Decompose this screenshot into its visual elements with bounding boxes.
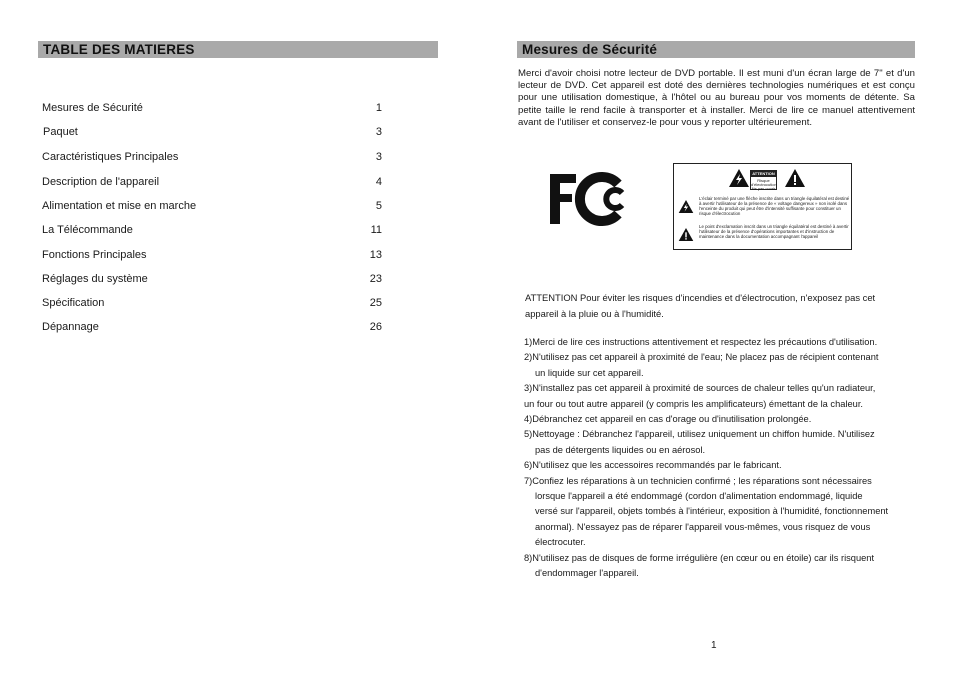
toc-entry xyxy=(42,224,382,238)
toc-entry-label: La Télécommande xyxy=(42,224,133,236)
toc-entry-page: 4 xyxy=(375,176,382,188)
toc-title: TABLE DES MATIERES xyxy=(38,41,438,58)
safety-item xyxy=(524,474,924,551)
safety-item-text: 3)N'installez pas cet appareil à proximité de sources de chaleur telles qu'un radiateur, xyxy=(524,383,876,394)
safety-item xyxy=(524,335,924,350)
lightning-warning-text: L'éclair terminé par une flèche inscrite dans un triangle équilatéral est destiné à avertir l'utilisateur de la présence de « voltage dangereux » non isolé dans l'enceinte du produit qui peut être d'intensité suffisante pour constituer un risque d'électrocution xyxy=(699,196,850,216)
safety-item xyxy=(524,551,924,582)
toc-entry-page: 23 xyxy=(369,273,382,285)
safety-item-continuation: anormal). N'essayez pas de réparer l'appareil vous-mêmes, vous risquez de vous xyxy=(535,521,871,532)
toc-entry xyxy=(42,176,382,190)
safety-intro: Merci d'avoir choisi notre lecteur de DVD portable. Il est muni d'un écran large de 7" et d'un lecteur de DVD. Cet appareil est doté des dernières technologies numériques et est conçu pour une utilisation domestique, à l'hôtel ou au bureau pour vos moments de détente. Sa petite taille le rend facile à transporter et à installer. Merci de lire ce manuel attentivement avant de l'utiliser et conservez-le pour vous y reporter ultérieurement. xyxy=(518,68,915,128)
safety-title: Mesures de Sécurité xyxy=(517,41,915,58)
toc-entry-page: 11 xyxy=(370,224,382,236)
warning-label xyxy=(673,163,852,250)
safety-item xyxy=(524,458,924,473)
toc-entry xyxy=(42,249,382,263)
safety-item xyxy=(524,350,924,381)
safety-list xyxy=(524,335,924,582)
toc-entry xyxy=(42,102,382,116)
toc-entry-page: 25 xyxy=(369,297,382,309)
toc-entry-label: Caractéristiques Principales xyxy=(42,151,179,163)
toc-entry-page: 5 xyxy=(375,200,382,212)
toc-entry-label: Alimentation et mise en marche xyxy=(42,200,197,212)
warning-header: ATTENTION xyxy=(752,171,775,176)
safety-item-text: 8)N'utilisez pas de disques de forme irrégulière (en cœur ou en étoile) car ils risquent xyxy=(524,552,875,563)
toc-entry-label: Mesures de Sécurité xyxy=(42,102,143,114)
toc-entry xyxy=(42,273,382,287)
safety-item-continuation: électrocuter. xyxy=(535,537,586,548)
safety-item-text: 5)Nettoyage : Débranchez l'appareil, utilisez uniquement un chiffon humide. N'utilisez xyxy=(524,429,875,440)
safety-item-continuation: pas de détergents liquides ou en aérosol. xyxy=(535,444,706,455)
exclamation-triangle-icon xyxy=(784,168,806,188)
toc-entry xyxy=(42,151,382,165)
fcc-logo xyxy=(548,170,630,228)
attention-paragraph xyxy=(525,290,920,322)
attention-line-2: appareil à la pluie ou à l'humidité. xyxy=(525,308,664,319)
toc-entry-label: Fonctions Principales xyxy=(42,249,147,261)
toc-entry-page: 3 xyxy=(375,126,382,138)
page-number: 1 xyxy=(711,640,717,651)
safety-item-continuation: d'endommager l'appareil. xyxy=(535,568,639,579)
toc-entry-label: Description de l'appareil xyxy=(42,176,160,188)
safety-item-text: un four ou tout autre appareil (y compris les amplificateurs) émettant de la chaleur. xyxy=(524,398,863,409)
toc-entry-label: Spécification xyxy=(42,297,105,309)
attention-line-1: ATTENTION Pour éviter les risques d'incendies et d'électrocution, n'exposez pas cet xyxy=(525,292,876,303)
safety-item-text: 2)N'utilisez pas cet appareil à proximité de l'eau; Ne placez pas de récipient contenant xyxy=(524,352,879,363)
warning-subheader: Risque d'électrocution Ne pas ouvrir xyxy=(751,178,777,191)
toc-entry xyxy=(42,321,382,335)
exclamation-icon xyxy=(678,227,694,242)
safety-item-text: 4)Débranchez cet appareil en cas d'orage ou d'inutilisation prolongée. xyxy=(524,414,812,425)
toc-entry-label: Dépannage xyxy=(42,321,99,333)
toc-entry-page: 26 xyxy=(369,321,382,333)
toc-entry-page: 13 xyxy=(369,249,382,261)
safety-item-text: 6)N'utilisez que les accessoires recommandés par le fabricant. xyxy=(524,460,782,471)
safety-item-text: 7)Confiez les réparations à un technicien confirmé ; les réparations sont nécessaires xyxy=(524,475,872,486)
toc-entry-page: 3 xyxy=(375,151,382,163)
safety-item xyxy=(524,397,924,412)
warning-attention-box xyxy=(750,170,777,190)
toc-entry-label: Paquet xyxy=(43,126,78,138)
safety-item xyxy=(524,427,924,458)
safety-item-text: 1)Merci de lire ces instructions attentivement et respectez les précautions d'utilisation. xyxy=(524,337,878,347)
safety-item xyxy=(524,381,924,396)
toc-entry xyxy=(42,126,382,140)
safety-item xyxy=(524,412,924,427)
exclamation-warning-text: Le point d'exclamation inscrit dans un triangle équilatéral est destiné à avertir l'utilisateur de la présence d'opérations importantes et d'instruction de maintenance dans la documentation accompagnant l'appareil xyxy=(699,224,849,239)
safety-item-continuation: un liquide sur cet appareil. xyxy=(535,367,644,378)
safety-item-continuation: versé sur l'appareil, objets tombés à l'intérieur, exposition à l'humidité, fonctionnement xyxy=(535,506,889,517)
toc-entry xyxy=(42,200,382,214)
lightning-triangle-icon xyxy=(728,168,750,188)
fcc-logo-text: FC xyxy=(548,170,550,171)
toc-entry-label: Réglages du système xyxy=(42,273,148,285)
safety-item-continuation: lorsque l'appareil a été endommagé (cordon d'alimentation endommagé, liquide xyxy=(535,491,863,502)
toc-entry xyxy=(42,297,382,311)
toc-entry-page: 1 xyxy=(375,102,382,114)
lightning-icon xyxy=(678,199,694,214)
